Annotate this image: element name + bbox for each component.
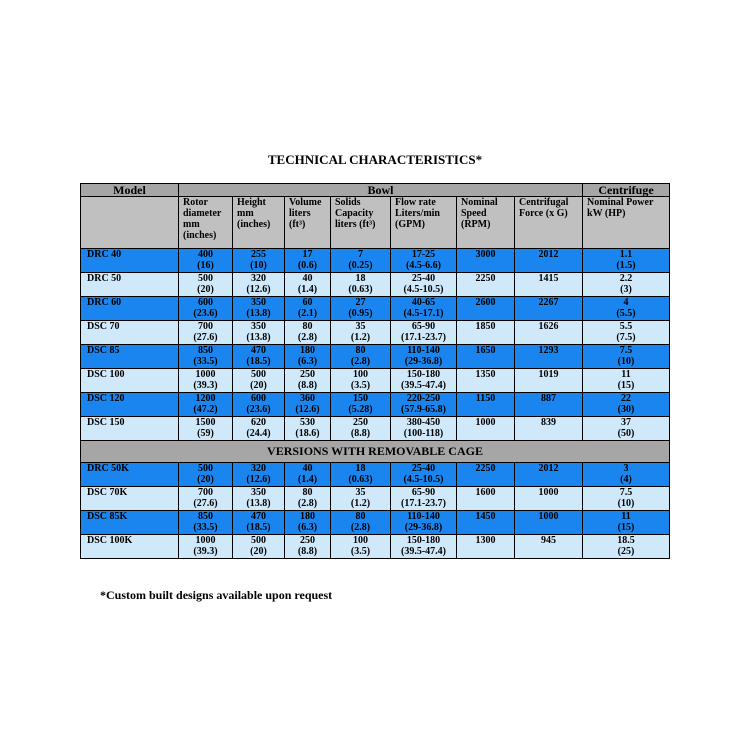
value-imperial: (12.6) xyxy=(295,404,320,415)
value-main: 320 xyxy=(251,273,266,284)
flow-rate-cell xyxy=(391,249,457,273)
value-main: 380-450 xyxy=(406,417,441,428)
volume-cell xyxy=(285,321,331,345)
nominal-speed-cell: 2250 xyxy=(457,463,515,487)
value-imperial: (24.4) xyxy=(246,428,271,439)
value-imperial: (20) xyxy=(250,546,267,557)
height-cell xyxy=(233,463,285,487)
nominal-power-cell xyxy=(583,535,670,559)
height-cell xyxy=(233,249,285,273)
value-main: 60 xyxy=(302,297,313,308)
value-main: 150-180 xyxy=(406,535,441,546)
table-row xyxy=(81,417,670,441)
value-imperial: (10) xyxy=(250,260,267,271)
solids-capacity-cell xyxy=(331,249,391,273)
value-main: 1500 xyxy=(195,417,216,428)
value-main: 18 xyxy=(355,463,366,474)
flow-rate-cell xyxy=(391,297,457,321)
value-imperial: (30) xyxy=(617,404,635,415)
centrifugal-force-cell: 1293 xyxy=(515,345,583,369)
volume-cell xyxy=(285,345,331,369)
table-row xyxy=(81,393,670,417)
solids-capacity-cell xyxy=(331,345,391,369)
value-imperial: (20) xyxy=(250,380,267,391)
height-cell xyxy=(233,297,285,321)
value-imperial: (6.3) xyxy=(297,356,318,367)
value-main: 80 xyxy=(355,511,366,522)
height-cell xyxy=(233,511,285,535)
value-imperial: (20) xyxy=(197,284,214,295)
col-centrifugal-force: Centrifugal Force (x G) xyxy=(515,197,583,249)
centrifugal-force-cell: 887 xyxy=(515,393,583,417)
value-imperial: (1.5) xyxy=(616,260,636,271)
col-height: Height mm (inches) xyxy=(233,197,285,249)
nominal-power-cell xyxy=(583,321,670,345)
solids-capacity-cell xyxy=(331,369,391,393)
value-main: 250 xyxy=(353,417,368,428)
value-imperial: (2.8) xyxy=(297,332,318,343)
model-cell: DSC 120 xyxy=(81,393,179,417)
value-main: 17-25 xyxy=(411,249,436,260)
value-main: 530 xyxy=(300,417,315,428)
centrifugal-force-cell: 1415 xyxy=(515,273,583,297)
rotor-diameter-cell xyxy=(179,393,233,417)
table-row xyxy=(81,369,670,393)
nominal-power-cell xyxy=(583,393,670,417)
value-imperial: (47.2) xyxy=(193,404,218,415)
value-main: 400 xyxy=(198,249,213,260)
value-imperial: (1.2) xyxy=(350,498,371,509)
volume-cell xyxy=(285,511,331,535)
value-imperial: (8.8) xyxy=(297,380,318,391)
rotor-diameter-cell xyxy=(179,297,233,321)
centrifugal-force-cell: 1000 xyxy=(515,511,583,535)
value-imperial: (12.6) xyxy=(246,474,271,485)
value-imperial: (6.3) xyxy=(297,522,318,533)
value-imperial: (16) xyxy=(197,260,214,271)
flow-rate-cell xyxy=(391,345,457,369)
nominal-speed-cell: 3000 xyxy=(457,249,515,273)
value-imperial: (59) xyxy=(197,428,214,439)
value-imperial: (2.8) xyxy=(350,522,371,533)
solids-capacity-cell xyxy=(331,393,391,417)
value-main: 250 xyxy=(300,535,315,546)
rotor-diameter-cell xyxy=(179,535,233,559)
volume-cell xyxy=(285,297,331,321)
table-row xyxy=(81,487,670,511)
model-cell: DSC 70K xyxy=(81,487,179,511)
model-cell: DSC 85 xyxy=(81,345,179,369)
value-imperial: (27.6) xyxy=(193,332,218,343)
nominal-power-cell xyxy=(583,273,670,297)
value-main: 360 xyxy=(300,393,315,404)
volume-cell xyxy=(285,393,331,417)
nominal-speed-cell: 1350 xyxy=(457,369,515,393)
value-imperial: (20) xyxy=(197,474,214,485)
value-main: 25-40 xyxy=(411,273,436,284)
value-imperial: (17.1-23.7) xyxy=(401,498,446,509)
volume-cell xyxy=(285,463,331,487)
value-imperial: (8.8) xyxy=(350,428,371,439)
height-cell xyxy=(233,273,285,297)
value-imperial: (1.4) xyxy=(297,284,318,295)
nominal-power-cell xyxy=(583,249,670,273)
value-main: 100 xyxy=(353,535,368,546)
centrifuge-header: Centrifuge xyxy=(583,184,670,197)
value-main: 500 xyxy=(198,463,213,474)
table-row xyxy=(81,463,670,487)
value-main: 350 xyxy=(251,487,266,498)
solids-capacity-cell xyxy=(331,535,391,559)
nominal-speed-cell: 1600 xyxy=(457,487,515,511)
value-main: 35 xyxy=(355,321,366,332)
value-imperial: (0.6) xyxy=(297,260,318,271)
flow-rate-cell xyxy=(391,369,457,393)
nominal-speed-cell: 2250 xyxy=(457,273,515,297)
value-main: 110-140 xyxy=(407,345,440,356)
value-main: 350 xyxy=(251,297,266,308)
value-imperial: (18.5) xyxy=(246,522,271,533)
nominal-power-cell xyxy=(583,369,670,393)
flow-rate-cell xyxy=(391,417,457,441)
model-cell: DSC 70 xyxy=(81,321,179,345)
model-cell: DRC 50 xyxy=(81,273,179,297)
centrifugal-force-cell: 839 xyxy=(515,417,583,441)
flow-rate-cell xyxy=(391,273,457,297)
value-main: 180 xyxy=(300,345,315,356)
col-volume: Volume liters (ft³) xyxy=(285,197,331,249)
value-main: 600 xyxy=(198,297,213,308)
nominal-power-cell xyxy=(583,297,670,321)
value-imperial: (39.5-47.4) xyxy=(401,380,446,391)
removable-cage-section-header: VERSIONS WITH REMOVABLE CAGE xyxy=(81,441,670,463)
model-cell: DRC 60 xyxy=(81,297,179,321)
value-main: 100 xyxy=(353,369,368,380)
solids-capacity-cell xyxy=(331,273,391,297)
value-main: 350 xyxy=(251,321,266,332)
value-main: 700 xyxy=(198,487,213,498)
value-main: 320 xyxy=(251,463,266,474)
value-imperial: (7.5) xyxy=(616,332,636,343)
solids-capacity-cell xyxy=(331,463,391,487)
value-imperial: (50) xyxy=(617,428,635,439)
nominal-power-cell xyxy=(583,463,670,487)
value-imperial: (13.8) xyxy=(246,332,271,343)
value-main: 37 xyxy=(621,417,632,428)
value-main: 4 xyxy=(623,297,629,308)
rotor-diameter-cell xyxy=(179,417,233,441)
table-row xyxy=(81,321,670,345)
nominal-speed-cell: 1150 xyxy=(457,393,515,417)
table-row xyxy=(81,249,670,273)
value-imperial: (18.6) xyxy=(295,428,320,439)
rotor-diameter-cell xyxy=(179,273,233,297)
nominal-power-cell xyxy=(583,417,670,441)
value-main: 80 xyxy=(302,487,313,498)
value-imperial: (23.6) xyxy=(193,308,218,319)
model-cell: DSC 85K xyxy=(81,511,179,535)
height-cell xyxy=(233,417,285,441)
rotor-diameter-cell xyxy=(179,345,233,369)
value-main: 250 xyxy=(300,369,315,380)
value-imperial: (4) xyxy=(620,474,632,485)
flow-rate-cell xyxy=(391,487,457,511)
nominal-speed-cell: 1000 xyxy=(457,417,515,441)
value-imperial: (4.5-10.5) xyxy=(403,284,444,295)
height-cell xyxy=(233,487,285,511)
value-imperial: (8.8) xyxy=(297,546,318,557)
value-imperial: (15) xyxy=(617,380,635,391)
footnote: *Custom built designs available upon request xyxy=(100,588,333,602)
value-main: 255 xyxy=(251,249,266,260)
value-main: 5.5 xyxy=(619,321,633,332)
table-row xyxy=(81,273,670,297)
value-main: 80 xyxy=(355,345,366,356)
value-imperial: (0.63) xyxy=(348,284,373,295)
value-main: 1000 xyxy=(195,535,216,546)
height-cell xyxy=(233,369,285,393)
value-main: 220-250 xyxy=(406,393,441,404)
value-imperial: (1.4) xyxy=(297,474,318,485)
solids-capacity-cell xyxy=(331,321,391,345)
value-imperial: (2.8) xyxy=(297,498,318,509)
value-imperial: (1.2) xyxy=(350,332,371,343)
height-cell xyxy=(233,345,285,369)
value-main: 500 xyxy=(251,535,266,546)
value-imperial: (57.9-65.8) xyxy=(401,404,446,415)
flow-rate-cell xyxy=(391,321,457,345)
model-cell: DRC 40 xyxy=(81,249,179,273)
value-imperial: (18.5) xyxy=(246,356,271,367)
rotor-diameter-cell xyxy=(179,511,233,535)
value-imperial: (33.5) xyxy=(193,522,218,533)
value-imperial: (13.8) xyxy=(246,308,271,319)
volume-cell xyxy=(285,249,331,273)
table-row xyxy=(81,297,670,321)
centrifugal-force-cell: 1626 xyxy=(515,321,583,345)
value-main: 40-65 xyxy=(411,297,436,308)
value-imperial: (39.3) xyxy=(193,380,218,391)
model-cell: DSC 100 xyxy=(81,369,179,393)
col-flow-rate: Flow rate Liters/min (GPM) xyxy=(391,197,457,249)
flow-rate-cell xyxy=(391,463,457,487)
value-main: 850 xyxy=(198,345,213,356)
value-main: 17 xyxy=(302,249,313,260)
value-main: 65-90 xyxy=(411,487,436,498)
value-main: 40 xyxy=(302,463,313,474)
centrifugal-force-cell: 945 xyxy=(515,535,583,559)
value-imperial: (33.5) xyxy=(193,356,218,367)
volume-cell xyxy=(285,417,331,441)
value-main: 80 xyxy=(302,321,313,332)
value-main: 11 xyxy=(621,369,631,380)
value-main: 110-140 xyxy=(407,511,440,522)
value-main: 7.5 xyxy=(619,487,633,498)
model-subheader xyxy=(81,197,179,249)
centrifugal-force-cell: 2267 xyxy=(515,297,583,321)
flow-rate-cell xyxy=(391,393,457,417)
value-main: 3 xyxy=(623,463,629,474)
volume-cell xyxy=(285,369,331,393)
value-imperial: (10) xyxy=(617,356,635,367)
value-main: 150-180 xyxy=(406,369,441,380)
value-imperial: (2.1) xyxy=(297,308,318,319)
value-main: 150 xyxy=(353,393,368,404)
nominal-speed-cell: 1300 xyxy=(457,535,515,559)
value-imperial: (39.3) xyxy=(193,546,218,557)
value-imperial: (4.5-6.6) xyxy=(406,260,441,271)
value-main: 18.5 xyxy=(617,535,635,546)
flow-rate-cell xyxy=(391,535,457,559)
nominal-power-cell xyxy=(583,511,670,535)
value-imperial: (4.5-17.1) xyxy=(403,308,444,319)
model-cell: DSC 150 xyxy=(81,417,179,441)
nominal-speed-cell: 1650 xyxy=(457,345,515,369)
value-imperial: (3) xyxy=(620,284,632,295)
bowl-header: Bowl xyxy=(179,184,583,197)
table-row xyxy=(81,345,670,369)
value-imperial: (4.5-10.5) xyxy=(403,474,444,485)
height-cell xyxy=(233,393,285,417)
rotor-diameter-cell xyxy=(179,369,233,393)
height-cell xyxy=(233,321,285,345)
value-imperial: (25) xyxy=(617,546,635,557)
value-imperial: (12.6) xyxy=(246,284,271,295)
centrifugal-force-cell: 1019 xyxy=(515,369,583,393)
nominal-speed-cell: 1850 xyxy=(457,321,515,345)
table-row xyxy=(81,535,670,559)
value-main: 180 xyxy=(300,511,315,522)
rotor-diameter-cell xyxy=(179,249,233,273)
value-main: 470 xyxy=(251,345,266,356)
value-imperial: (39.5-47.4) xyxy=(401,546,446,557)
value-imperial: (0.63) xyxy=(348,474,373,485)
value-imperial: (0.25) xyxy=(348,260,373,271)
table-row xyxy=(81,511,670,535)
value-imperial: (27.6) xyxy=(193,498,218,509)
value-imperial: (10) xyxy=(617,498,635,509)
rotor-diameter-cell xyxy=(179,463,233,487)
model-cell: DRC 50K xyxy=(81,463,179,487)
value-main: 40 xyxy=(302,273,313,284)
col-rotor-diameter: Rotor diameter mm (inches) xyxy=(179,197,233,249)
value-imperial: (0.95) xyxy=(348,308,373,319)
value-main: 1.1 xyxy=(619,249,633,260)
value-main: 7.5 xyxy=(619,345,633,356)
value-main: 35 xyxy=(355,487,366,498)
solids-capacity-cell xyxy=(331,511,391,535)
value-main: 2.2 xyxy=(619,273,633,284)
value-imperial: (23.6) xyxy=(246,404,271,415)
solids-capacity-cell xyxy=(331,487,391,511)
rotor-diameter-cell xyxy=(179,321,233,345)
value-imperial: (100-118) xyxy=(403,428,444,439)
value-imperial: (5.28) xyxy=(348,404,373,415)
value-main: 1200 xyxy=(195,393,216,404)
value-imperial: (15) xyxy=(617,522,635,533)
value-main: 700 xyxy=(198,321,213,332)
technical-characteristics-table xyxy=(80,183,670,559)
model-cell: DSC 100K xyxy=(81,535,179,559)
value-main: 27 xyxy=(355,297,366,308)
value-imperial: (17.1-23.7) xyxy=(401,332,446,343)
value-main: 470 xyxy=(251,511,266,522)
solids-capacity-cell xyxy=(331,297,391,321)
model-header: Model xyxy=(81,184,179,197)
value-imperial: (29-36.8) xyxy=(404,522,443,533)
value-imperial: (3.5) xyxy=(350,546,371,557)
centrifugal-force-cell: 1000 xyxy=(515,487,583,511)
value-main: 7 xyxy=(358,249,363,260)
value-main: 500 xyxy=(198,273,213,284)
value-main: 620 xyxy=(251,417,266,428)
volume-cell xyxy=(285,273,331,297)
solids-capacity-cell xyxy=(331,417,391,441)
value-imperial: (2.8) xyxy=(350,356,371,367)
value-main: 11 xyxy=(621,511,631,522)
flow-rate-cell xyxy=(391,511,457,535)
value-main: 500 xyxy=(251,369,266,380)
value-main: 25-40 xyxy=(411,463,436,474)
page-title: TECHNICAL CHARACTERISTICS* xyxy=(267,152,483,167)
nominal-power-cell xyxy=(583,345,670,369)
nominal-speed-cell: 1450 xyxy=(457,511,515,535)
value-main: 1000 xyxy=(195,369,216,380)
col-nominal-power: Nominal Power kW (HP) xyxy=(583,197,670,249)
value-main: 22 xyxy=(621,393,632,404)
volume-cell xyxy=(285,535,331,559)
value-imperial: (3.5) xyxy=(350,380,371,391)
value-main: 18 xyxy=(355,273,366,284)
centrifugal-force-cell: 2012 xyxy=(515,463,583,487)
col-nominal-speed: Nominal Speed (RPM) xyxy=(457,197,515,249)
col-solids-capacity: Solids Capacity liters (ft³) xyxy=(331,197,391,249)
nominal-speed-cell: 2600 xyxy=(457,297,515,321)
value-main: 600 xyxy=(251,393,266,404)
height-cell xyxy=(233,535,285,559)
value-imperial: (29-36.8) xyxy=(404,356,443,367)
value-imperial: (5.5) xyxy=(616,308,636,319)
volume-cell xyxy=(285,487,331,511)
centrifugal-force-cell: 2012 xyxy=(515,249,583,273)
nominal-power-cell xyxy=(583,487,670,511)
value-main: 850 xyxy=(198,511,213,522)
value-main: 65-90 xyxy=(411,321,436,332)
rotor-diameter-cell xyxy=(179,487,233,511)
value-imperial: (13.8) xyxy=(246,498,271,509)
